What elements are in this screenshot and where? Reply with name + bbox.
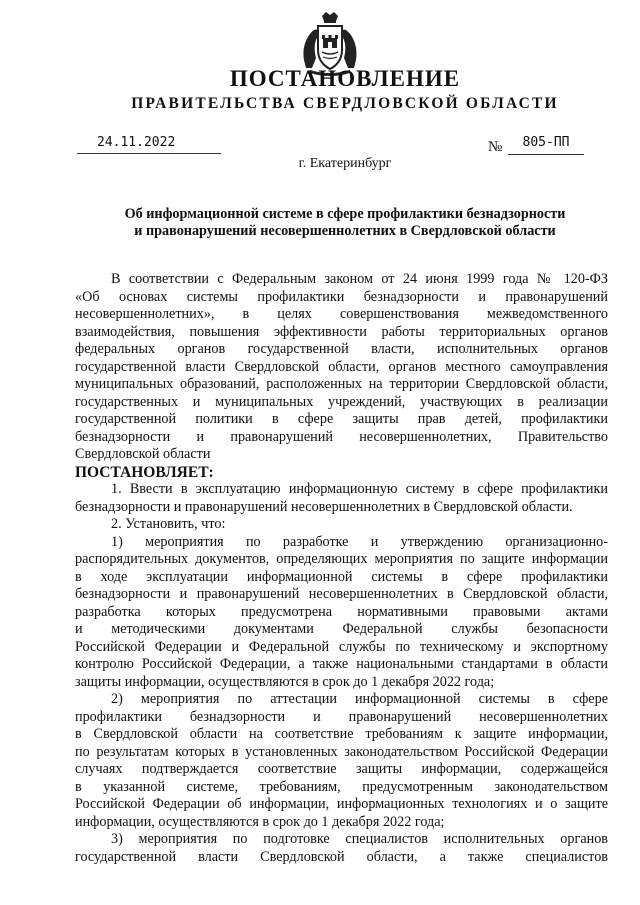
subitem-2-line: профилактики безнадзорности и правонарушений несовершеннолетних (75, 708, 608, 725)
subitem-2-line: в Свердловской области на соответствие требованиям к защите информации, (75, 726, 608, 742)
preamble-line: государственной политики в сфере защиты прав детей, профилактики (75, 411, 608, 427)
preamble-line: государственной власти Свердловской области, органов местного самоуправления (75, 358, 608, 375)
document-type-title: ПОСТАНОВЛЕНИЕ (229, 66, 461, 91)
document-date: 24.11.2022 (77, 135, 221, 154)
issue-city: г. Екатеринбург (298, 156, 392, 171)
subitem-2-line: в указанной системе, требованиям, предусмотренным законодательством (75, 778, 608, 795)
document-heading-line: Об информационной системе в сфере профилактики безнадзорности (124, 206, 566, 222)
subitem-2-line: случаях подтверждается соответствие защиты информации, содержащейся (75, 761, 608, 777)
subitem-1-line: контролю Российской Федерации, а также национальными стандартами в области (75, 656, 608, 672)
subitem-1-line: защиты информации, осуществляются в срок до 1 декабря 2022 года; (75, 673, 495, 690)
preamble-line: государственных и муниципальных учреждений, участвующих в реализации (75, 393, 608, 410)
subitem-2-line: по результатам которых в установленных законодательством Российской Федерации (75, 743, 608, 760)
resolves-heading: ПОСТАНОВЛЯЕТ: (75, 463, 214, 481)
subitem-2-line: 2) мероприятия по аттестации информационной системы в сфере (111, 691, 608, 707)
preamble-line: несовершеннолетних», в целях совершенствования межведомственного (75, 306, 608, 322)
item-1-line: 1. Ввести в эксплуатацию информационную систему в сфере профилактики (111, 481, 608, 497)
document-body (75, 271, 608, 866)
subitem-1-line: безнадзорности и правонарушений несовершеннолетних в Свердловской области, (75, 586, 608, 602)
preamble-line: федеральных органов государственной власти, исполнительных органов (75, 341, 608, 357)
preamble-line: взаимодействия, повышения эффективности работы территориальных органов (75, 323, 608, 340)
subitem-1-line: в ходе эксплуатации информационной системы в сфере профилактики (75, 568, 608, 585)
number-sign: № (488, 139, 503, 155)
document-number: 805-ПП (508, 135, 584, 155)
preamble-line: Свердловской области (75, 446, 211, 462)
preamble-line: муниципальных образований, расположенных на территории Свердловской области, (75, 376, 608, 392)
subitem-1-line: распорядительных документов, определяющих мероприятия по защите информации (75, 551, 608, 567)
subitem-2-line: информации, осуществляются в срок до 1 декабря 2022 года; (75, 813, 445, 830)
preamble-line: безнадзорности и правонарушений несовершеннолетних, Правительство (75, 428, 608, 445)
document-heading-line: и правонарушений несовершеннолетних в Свердловской области (134, 223, 556, 239)
item-2-line: 2. Установить, что: (111, 516, 226, 532)
subitem-3-line: 3) мероприятия по подготовке специалистов исполнительных органов (111, 831, 608, 847)
preamble-line: В соответствии с Федеральным законом от 24 июня 1999 года № 120-ФЗ (111, 271, 608, 287)
subitem-1-line: 1) мероприятия по разработке и утверждению организационно- (111, 533, 608, 550)
preamble-line: «Об основах системы профилактики безнадзорности и правонарушений (75, 288, 608, 305)
document-heading (0, 206, 640, 240)
subitem-1-line: разработка которых предусмотрена нормативными правовыми актами (75, 603, 608, 620)
subitem-1-line: Российской Федерации и Федеральной службы по техническому и экспортному (75, 638, 608, 655)
item-1-line: безнадзорности и правонарушений несовершеннолетних в Свердловской области. (75, 498, 573, 515)
subitem-1-line: и методическими документами Федеральной службы безопасности (75, 621, 608, 637)
subitem-2-line: Российской Федерации об информации, информационных технологиях и о защите (75, 796, 608, 812)
subitem-3-line: государственной власти Свердловской области, а также специалистов (75, 848, 608, 865)
issuer-title: ПРАВИТЕЛЬСТВА СВЕРДЛОВСКОЙ ОБЛАСТИ (131, 95, 559, 112)
